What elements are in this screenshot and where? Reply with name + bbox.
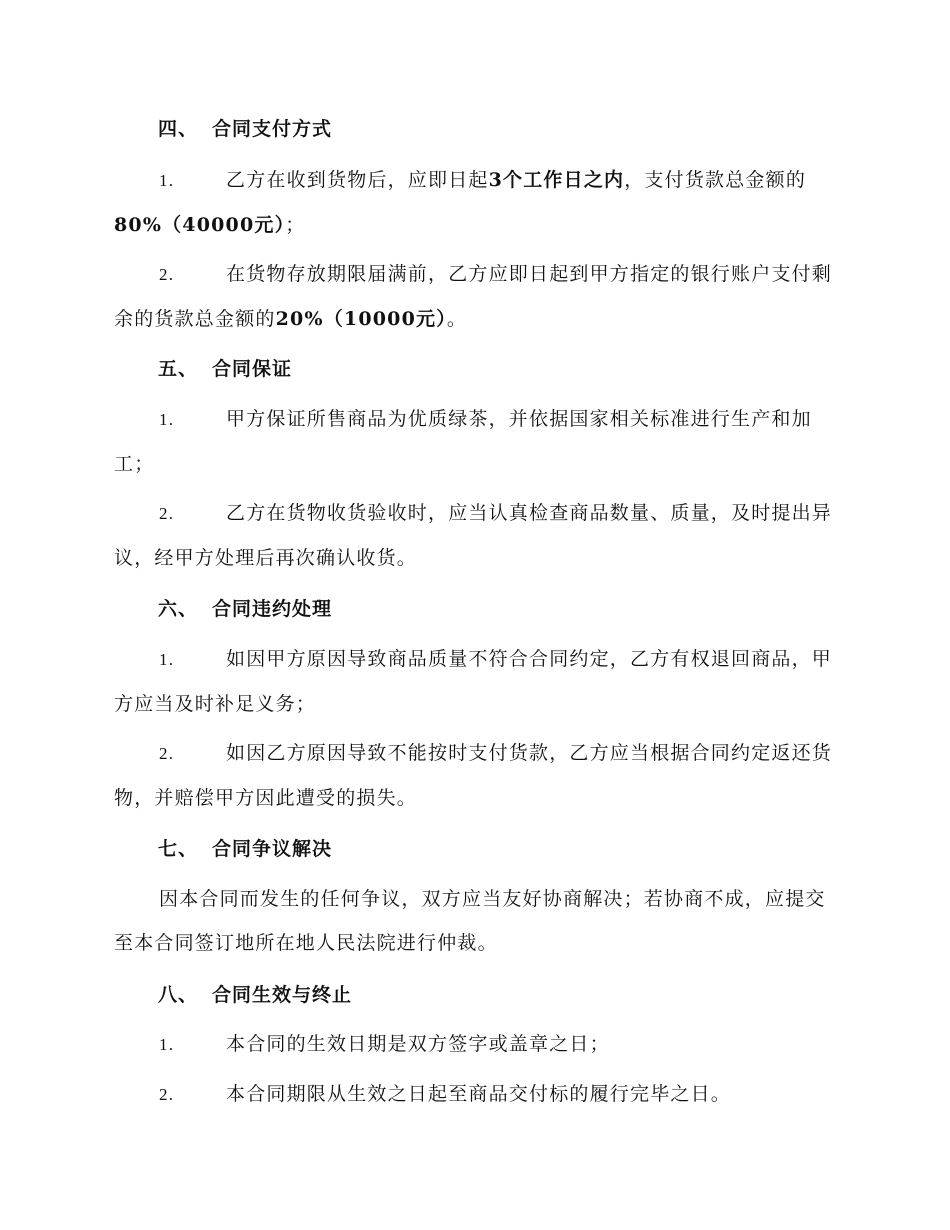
section-number: 五、	[158, 358, 199, 380]
section-title: 合同保证	[212, 358, 293, 380]
clause-number: 1.	[159, 171, 175, 190]
section-heading-8	[158, 980, 352, 1007]
section-title: 合同违约处理	[212, 598, 333, 620]
clause-4-2	[114, 252, 834, 341]
clause-5-2	[114, 491, 834, 580]
clause-text: ；	[285, 214, 306, 236]
clause-text: 本合同期限从生效之日起至商品交付标的履行完毕之日。	[226, 1083, 732, 1105]
section-title: 合同支付方式	[212, 118, 333, 140]
clause-text: 甲方保证所售商品为优质绿茶，并依据国家相关标准进行生产和加工；	[114, 408, 812, 475]
section-heading-4	[158, 114, 332, 141]
section-title: 合同争议解决	[212, 838, 333, 860]
clause-8-2	[114, 1072, 834, 1117]
section-number: 六、	[158, 598, 199, 620]
clause-number: 2.	[159, 744, 175, 763]
section-heading-6	[158, 594, 332, 621]
section-title: 合同生效与终止	[212, 984, 353, 1006]
clause-text: ，支付货款总金额的	[624, 169, 807, 191]
clause-text: 如因甲方原因导致商品质量不符合合同约定，乙方有权退回商品，甲方应当及时补足义务；	[114, 648, 833, 715]
clause-number: 2.	[159, 504, 175, 523]
clause-7-paragraph: 因本合同而发生的任何争议，双方应当友好协商解决；若协商不成，应提交至本合同签订地所在地人民法院进行仲裁。	[114, 888, 826, 954]
clause-6-1	[114, 637, 834, 726]
clause-number: 2.	[159, 1085, 175, 1104]
section-number: 四、	[158, 118, 199, 140]
clause-number: 2.	[159, 265, 175, 284]
clause-text: 如因乙方原因导致不能按时支付货款，乙方应当根据合同约定返还货物，并赔偿甲方因此遭受的损失。	[114, 742, 833, 809]
clause-text: 在货物存放期限届满前，乙方应即日起到甲方指定的银行账户支付剩余的货款总金额的	[114, 263, 833, 330]
section-heading-7	[158, 834, 332, 861]
section-heading-5	[158, 354, 292, 381]
clause-6-2	[114, 731, 834, 820]
clause-8-1	[114, 1022, 834, 1067]
section-number: 七、	[158, 838, 199, 860]
clause-bold-text: 20%（10000元）	[275, 308, 447, 330]
clause-number: 1.	[159, 1035, 175, 1054]
clause-text: 乙方在收到货物后，应即日起	[226, 169, 489, 191]
clause-bold-text: 80%（40000元）	[114, 214, 286, 236]
clause-4-1	[114, 158, 834, 247]
clause-text: 本合同的生效日期是双方签字或盖章之日；	[226, 1033, 610, 1055]
section-number: 八、	[158, 984, 199, 1006]
clause-number: 1.	[159, 410, 175, 429]
clause-text: 乙方在货物收货验收时，应当认真检查商品数量、质量，及时提出异议，经甲方处理后再次确认收货。	[114, 502, 833, 569]
clause-5-1	[114, 397, 834, 486]
clause-text: 。	[446, 308, 468, 330]
clause-number: 1.	[159, 650, 175, 669]
clause-bold-text: 3个工作日之内	[488, 169, 625, 191]
